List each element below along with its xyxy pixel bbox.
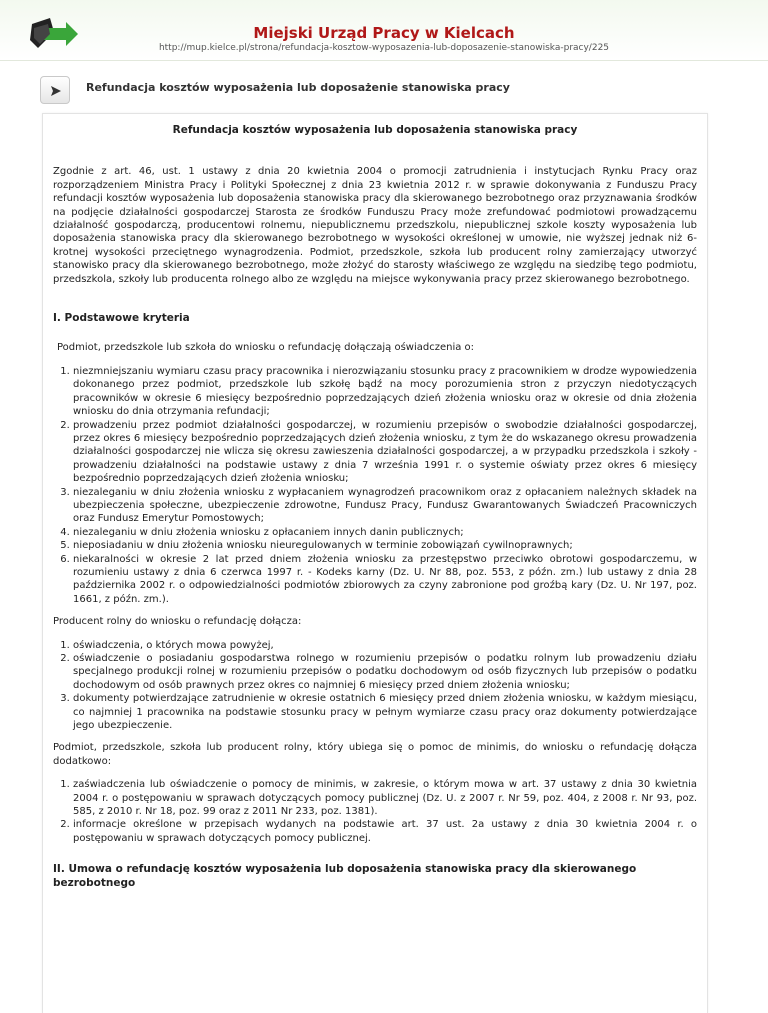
- intro-paragraph: Zgodnie z art. 46, ust. 1 ustawy z dnia 20 kwietnia 2004 o promocji zatrudnienia i instytucjach Rynku Pracy oraz rozporządzeniem Ministra Pracy i Polityki Społecznej z dnia 23 kwietnia 2012 r. w sprawie dokonywania z Funduszu Pracy refundacji kosztów wyposażenia lub doposażenia stanowiska pracy dla skierowanego bezrobotnego oraz przyznawania środków na podjęcie działalności gospodarczej Starosta ze środków Funduszu Pracy może zrefundować podmiotowi prowadzącemu działalność gospodarczą, producentowi rolnemu, niepublicznemu przedszkolu, niepublicznej szkole koszty wyposażenia lub doposażenia stanowiska pracy dla skierowanego bezrobotnego w wysokości określonej w umowie, nie wyższej jednak niż 6-krotnej wysokości przeciętnego wynagrodzenia. Podmiot, przedszkole, szkoła lub producent rolny zamierzający utworzyć stanowisko pracy dla skierowanego bezrobotnego, może złożyć do starosty właściwego ze względu na siedzibę tego podmiotu, przedszkola, szkoły lub producenta rolnego albo ze względu na miejsce wykonywania pracy przez skierowanego bezrobotnego.: [53, 166, 697, 285]
- list-item: 4. niezaleganiu w dniu złożenia wniosku z opłacaniem innych danin publicznych;: [73, 526, 697, 539]
- page-url: http://mup.kielce.pl/strona/refundacja-kosztow-wyposazenia-lub-doposazenie-stanowiska-pracy/225: [158, 43, 610, 53]
- list-item: 3. dokumenty potwierdzające zatrudnienie w okresie ostatnich 6 miesięcy przed dniem złożenia wniosku, w każdym miesiącu, co najmniej 1 pracownika na podstawie stosunku pracy w pełnym wymiarze czasu pracy oraz dokumenty potwierdzające jego ubezpieczenie.: [73, 692, 697, 732]
- breadcrumb-title: Refundacja kosztów wyposażenia lub doposażenie stanowiska pracy: [86, 81, 510, 94]
- minimis-lead: Podmiot, przedszkole, szkoła lub producent rolny, który ubiega się o pomoc de minimis, do wniosku o refundację dołącza dodatkowo:: [53, 742, 697, 767]
- list-item: 5. nieposiadaniu w dniu złożenia wniosku nieuregulowanych w terminie zobowiązań cywilnoprawnych;: [73, 539, 697, 552]
- list-item: 6. niekaralności w okresie 2 lat przed dniem złożenia wniosku za przestępstwo przeciwko obrotowi gospodarczemu, w rozumieniu ustawy z dnia 6 czerwca 1997 r. - Kodeks karny (Dz. U. Nr 88, poz. 553, z późn. zm.) lub ustawy z dnia 28 października 2002 r. o odpowiedzialności podmiotów zbiorowych za czyny zabronione pod groźbą kary (Dz. U. Nr 197, poz. 1661, z późn. zm.).: [73, 553, 697, 607]
- list-item: 2. informacje określone w przepisach wydanych na podstawie art. 37 ust. 2a ustawy z dnia 30 kwietnia 2004 r. o postępowaniu w sprawach dotyczących pomocy publicznej.: [73, 818, 697, 845]
- site-header: [0, 0, 768, 61]
- breadcrumb-arrow-button[interactable]: [40, 76, 70, 104]
- section-heading-agreement: II. Umowa o refundację kosztów wyposażenia lub doposażenia stanowiska pracy dla skierowanego bezrobotnego: [53, 863, 637, 889]
- play-arrow-icon: [50, 85, 62, 97]
- list-item: 1. oświadczenia, o których mowa powyżej,: [73, 639, 697, 652]
- criteria-list: [53, 365, 697, 606]
- farmer-list: [53, 639, 697, 733]
- minimis-list: [53, 778, 697, 845]
- article-panel: [42, 113, 708, 1013]
- list-item: 1. niezmniejszaniu wymiaru czasu pracy pracownika i nierozwiązaniu stosunku pracy z pracownikiem w drodze wypowiedzenia dokonanego przez podmiot, przedszkole lub szkołę bądź na mocy porozumienia stron z przyczyn niedotyczących pracowników w okresie 6 miesięcy bezpośrednio poprzedzających dzień złożenia wniosku oraz w okresie od dnia złożenia wniosku do dnia otrzymania refundacji;: [73, 365, 697, 419]
- list-item: 2. oświadczenie o posiadaniu gospodarstwa rolnego w rozumieniu przepisów o podatku rolnym lub prowadzeniu działu specjalnego produkcji rolnej w rozumieniu przepisów o podatku dochodowym od osób fizycznych lub przepisów o podatku dochodowym od osób prawnych przez okres co najmniej 6 miesięcy przed dniem złożenia wniosku;: [73, 652, 697, 692]
- article-title: Refundacja kosztów wyposażenia lub doposażenia stanowiska pracy: [172, 124, 578, 136]
- list-item: 3. niezaleganiu w dniu złożenia wniosku z wypłacaniem wynagrodzeń pracownikom oraz z opłacaniem należnych składek na ubezpieczenia społeczne, ubezpieczenie zdrowotne, Fundusz Pracy, Fundusz Gwarantowanych Świadczeń Pracowniczych oraz Fundusz Emerytur Pomostowych;: [73, 486, 697, 526]
- list-item: 2. prowadzeniu przez podmiot działalności gospodarczej, w rozumieniu przepisów o swobodzie działalności gospodarczej, przez okres 6 miesięcy bezpośrednio poprzedzających dzień złożenia wniosku, z tym że do wskazanego okresu prowadzenia działalności gospodarczej nie wlicza się okresu zawieszenia działalności gospodarczej, a w przypadku przedszkola i szkoły - prowadzeniu działalności na podstawie ustawy z dnia 7 września 1991 r. o systemie oświaty przez okres 6 miesięcy bezpośrednio poprzedzających dzień złożenia wniosku;: [73, 419, 697, 486]
- criteria-lead: Podmiot, przedszkole lub szkoła do wniosku o refundację dołączają oświadczenia o:: [57, 342, 475, 354]
- section-heading-criteria: I. Podstawowe kryteria: [53, 312, 190, 325]
- farmer-lead: Producent rolny do wniosku o refundację dołącza:: [53, 616, 302, 628]
- list-item: 1. zaświadczenia lub oświadczenie o pomocy de minimis, w zakresie, o którym mowa w art. 37 ustawy z dnia 30 kwietnia 2004 r. o postępowaniu w sprawach dotyczących pomocy publicznej (Dz. U. z 2007 r. Nr 59, poz. 404, z 2008 r. Nr 93, poz. 585, z 2010 r. Nr 18, poz. 99 oraz z 2011 Nr 233, poz. 1381).: [73, 778, 697, 818]
- site-title[interactable]: Miejski Urząd Pracy w Kielcach: [253, 24, 515, 42]
- article-body: [53, 124, 697, 890]
